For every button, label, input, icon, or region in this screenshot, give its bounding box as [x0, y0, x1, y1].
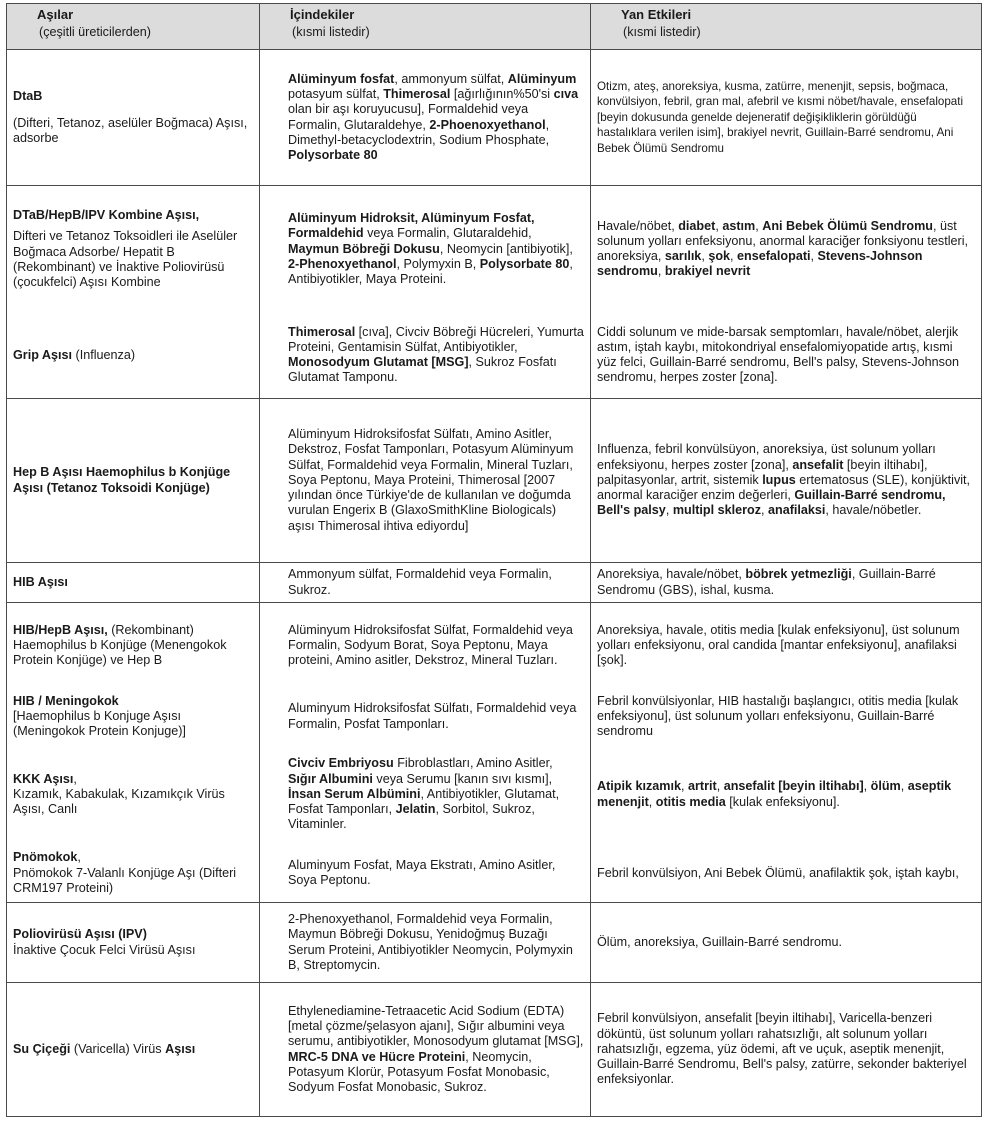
vaccine-name-cell: DTaB/HepB/IPV Kombine Aşısı, Difteri ve Tetanoz Toksoidleri ile Aselüler Boğmaca Adsorbe/ Hepatit B (Rekombinant) ve İnaktive Poliovirüsü (çocukfelci) Aşısı Kombine — [7, 186, 260, 313]
text-run: veya Serumu [kanın sıvı kısmı], — [372, 771, 553, 786]
text-run: diabet — [678, 218, 716, 233]
text-run: , Sorbitol, Sukroz, Vitaminler. — [288, 802, 535, 832]
text-run: , ammonyum sülfat, — [394, 71, 508, 86]
vaccine-name-cell: HIB / Meningokok [Haemophilus b Konjuge Aşısı (Meningokok Protein Konjuge)] — [7, 689, 260, 745]
text-run: (Varicella) Virüs — [70, 1041, 166, 1056]
text-run: Civciv Embriyosu — [288, 756, 394, 771]
text-run: , — [715, 218, 723, 233]
text-run: potasyum sülfat, — [288, 87, 384, 102]
text-run: [beyin iltihabı], palpitasyonlar, artrit, sistemik — [597, 457, 928, 487]
table-row — [7, 903, 982, 983]
vaccine-table — [6, 3, 982, 1117]
text-run: brakiyel nevrit — [664, 264, 751, 279]
text-run: [ağırlığının%50'si — [450, 87, 554, 102]
table-row — [7, 983, 982, 1117]
text-run: , — [730, 249, 738, 264]
vaccine-name-cell: Poliovirüsü Aşısı (IPV) İnaktive Çocuk Felci Virüsü Aşısı — [7, 903, 260, 983]
table-row — [7, 50, 982, 186]
text-run: Maymun Böbreği Dokusu — [288, 241, 440, 256]
text-run: ertematosus (SLE), konjüktivit, anormal karaciğer enzim değerleri, — [597, 472, 971, 503]
header-ingredients: İçindekiler (kısmi listedir) — [260, 4, 591, 50]
text-run: Monosodyum Glutamat [MSG] — [288, 355, 469, 370]
text-run: [kulak enfeksiyonu]. — [725, 794, 840, 809]
side-effects-cell — [591, 563, 982, 603]
text-run: , Neomycin [antibiyotik], — [439, 241, 573, 256]
text-run: sarılık — [664, 249, 702, 264]
side-effects-cell — [591, 186, 982, 313]
text-run: , Antibiyotikler, Glutamat, Fosfat Tamponları, — [288, 786, 560, 817]
text-run: Influenza, febril konvülsüyon, anoreksiya, üst solunum yolları enfeksiyonu, herpes zoster [zona], — [597, 442, 936, 472]
text-run: veya Formalin, Glutaraldehid, — [363, 226, 532, 241]
vaccine-name-cell: HIB/HepB Aşısı, (Rekombinant) Haemophilus b Konjüge (Menengokok Protein Konjüge) ve Hep B — [7, 603, 260, 689]
vaccine-name-cell: Pnömokok, Pnömokok 7-Valanlı Konjüge Aşı (Difteri CRM197 Proteini) — [7, 845, 260, 903]
text-run: , Sukroz Fosfatı Glutamat Tamponu. — [288, 355, 557, 385]
text-run: , üst solunum yolları enfeksiyonu, anormal karaciğer fonksiyonu testleri, anoreksiya, — [597, 218, 968, 264]
text-run: , Polymyxin B, — [396, 256, 480, 271]
vaccine-name-cell: Grip Aşısı (Influenza) — [7, 313, 260, 399]
ingredients-cell: 2-Phenoxyethanol, Formaldehid veya Formalin, Maymun Böbreği Dokusu, Yenidoğmuş Buzağı Serum Proteini, Antibiyotikler Neomycin, Polymyxin B, Streptomycin. — [260, 903, 591, 983]
side-effects-cell: Ciddi solunum ve mide-barsak semptomları, havale/nöbet, alerjik astım, iştah kaybı, mitokondriyal ensefalomiyopatide artış, kısmi yüz felci, Guillain-Barré sendromu, Bell's palsy, Stevens-Johnson sendromu, herpes zoster [zona]. — [591, 313, 982, 399]
vaccine-name-cell: Hep B Aşısı Haemophilus b Konjüge Aşısı (Tetanoz Toksoidi Konjüge) — [7, 399, 260, 563]
text-run: cıva — [553, 87, 579, 102]
text-run: lupus — [762, 472, 796, 487]
table-row — [7, 313, 982, 399]
text-run: böbrek yetmezliği — [745, 567, 852, 582]
text-run: ansefalit [beyin iltihabı] — [723, 779, 864, 794]
vaccine-table-wrapper — [6, 3, 971, 1117]
table-row — [7, 845, 982, 903]
ingredients-cell — [260, 50, 591, 186]
side-effects-cell: Otizm, ateş, anoreksiya, kusma, zatürre, menenjit, sepsis, boğmaca, konvülsiyon, febril, gran mal, afebril ve kısmi nöbet/havale, ensefalopati [beyin dokusunda genelde dejeneratif değişikliklerin görüldüğü hastalıklara verilen isim], brakiyel nevrit, Guillain-Barré sendromu, Ani Bebek Ölümü Sendromu — [591, 50, 982, 186]
text-run: Thimerosal — [383, 87, 451, 102]
side-effects-cell: Febril konvülsiyon, ansefalit [beyin iltihabı], Varicella-benzeri döküntü, üst solunum yolları rahatsızlığı, alt solunum yolları rahatsızlığı, egzema, yüz ödemi, aft ve uçuk, aseptik menenjit, Guillain-Barré Sendromu, Bell's palsy, zatürre, sekonder bakteriyel enfeksiyonlar. — [591, 983, 982, 1117]
side-effects-cell: Anoreksiya, havale, otitis media [kulak enfeksiyonu], üst solunum yolları enfeksiyonu, oral candida [mantar enfeksiyonu], anafilaksi [şok]. — [591, 603, 982, 689]
table-row — [7, 689, 982, 745]
vaccine-name-cell — [7, 983, 260, 1117]
text-run: Alüminyum — [507, 71, 577, 86]
side-effects-cell — [591, 745, 982, 845]
text-run: Su Çiçeği — [13, 1041, 71, 1056]
text-run: , Dimethyl-betacyclodextrin, Sodium Phosphate, — [288, 117, 550, 147]
text-run: Alüminyum fosfat — [288, 71, 395, 86]
ingredients-cell: Alüminyum Hidroksifosfat Sülfat, Formaldehid veya Formalin, Sodyum Borat, Soya Peptonu, Maya proteini, Amino asitler, Dekstroz, Mineral Tuzları. — [260, 603, 591, 689]
text-run: MRC-5 DNA ve Hücre Proteini — [288, 1049, 466, 1064]
text-run: , — [900, 779, 908, 794]
text-run: astım — [722, 218, 756, 233]
text-run: , Antibiyotikler, Maya Proteini. — [288, 256, 573, 287]
side-effects-cell: Febril konvülsiyonlar, HIB hastalığı başlangıcı, otitis media [kulak enfeksiyonu], üst solunum yolları enfeksiyonu, Guillain-Barré sendromu — [591, 689, 982, 745]
text-run: , — [648, 794, 656, 809]
header-row — [7, 4, 982, 50]
text-run: [cıva], Civciv Böbreği Hücreleri, Yumurta Proteini, Gentamisin Sülfat, Antibiyotikler, — [288, 324, 584, 355]
ingredients-cell: Aluminyum Hidroksifosfat Sülfatı, Formaldehid veya Formalin, Posfat Tamponları. — [260, 689, 591, 745]
text-run: Polysorbate 80 — [479, 256, 570, 271]
header-vaccines: Aşılar (çeşitli üreticilerden) — [7, 4, 260, 50]
text-run: , — [657, 264, 665, 279]
text-run: otitis media — [655, 794, 726, 809]
text-run: ansefalit — [792, 457, 844, 472]
text-run: Alüminyum Hidroksit, Alüminyum Fosfat, Formaldehid — [288, 211, 535, 241]
table-row — [7, 563, 982, 603]
table-row — [7, 603, 982, 689]
text-run: , havale/nöbetler. — [825, 503, 922, 518]
text-run: olan bir aşı koruyucusu], Formaldehid veya Formalin, Glutaraldehye, — [288, 102, 529, 132]
table-row — [7, 399, 982, 563]
text-run: Guillain-Barré sendromu, Bell's palsy — [597, 488, 946, 518]
text-run: Ethylenediamine-Tetraacetic Acid Sodium (EDTA) [metal çözme/şelasyon ajanı], Sığır albumini veya serumu, antibiyotikler, Monosodyum glutamat [MSG], — [288, 1003, 584, 1049]
ingredients-cell: Ammonyum sülfat, Formaldehid veya Formalin, Sukroz. — [260, 563, 591, 603]
vaccine-name-cell: KKK Aşısı, Kızamık, Kabakulak, Kızamıkçık Virüs Aşısı, Canlı — [7, 745, 260, 845]
text-run: , Neomycin, Potasyum Klorür, Potasyum Fosfat Monobasic, Sodyum Fosfat Monobasic, Sukroz. — [288, 1049, 550, 1094]
vaccine-name-cell: DtaB (Difteri, Tetanoz, aselüler Boğmaca) Aşısı, adsorbe — [7, 50, 260, 186]
text-run: şok — [708, 249, 731, 264]
text-run: , — [810, 249, 818, 264]
text-run: anafilaksi — [768, 503, 826, 518]
text-run: Fibroblastları, Amino Asitler, — [393, 756, 553, 771]
text-run: multipl skleroz — [672, 503, 761, 518]
ingredients-cell — [260, 186, 591, 313]
text-run: Polysorbate 80 — [288, 147, 378, 162]
text-run: ölüm — [870, 779, 901, 794]
side-effects-cell: Ölüm, anoreksiya, Guillain-Barré sendromu. — [591, 903, 982, 983]
text-run: , — [665, 503, 673, 518]
text-run: Havale/nöbet, — [597, 218, 679, 233]
text-run: , — [701, 249, 709, 264]
text-run: , — [755, 218, 763, 233]
text-run: Jelatin — [395, 802, 436, 817]
ingredients-cell — [260, 745, 591, 845]
table-row — [7, 745, 982, 845]
text-run: Sığır Albumini — [288, 771, 373, 786]
text-run: , Guillain-Barré Sendromu (GBS), ishal, kusma. — [597, 567, 936, 597]
ingredients-cell — [260, 313, 591, 399]
table-row — [7, 186, 982, 313]
vaccine-name-cell: HIB Aşısı — [7, 563, 260, 603]
text-run: Thimerosal — [288, 324, 356, 339]
ingredients-cell: Alüminyum Hidroksifosfat Sülfatı, Amino Asitler, Dekstroz, Fosfat Tamponları, Potasyum Alüminyum Sülfat, Formaldehid veya Formalin, Mineral Tuzları, Soya Peptonu, Maya Proteini, Thimerosal [2007 yılından önce Türkiye'de de kullanılan ve doğumda vurulan Engerix B (GlaxoSmithKline Biologicals) aşısı Thimerosal ihtiva ediyordu] — [260, 399, 591, 563]
text-run: , — [863, 779, 871, 794]
side-effects-cell — [591, 399, 982, 563]
text-run: Ani Bebek Ölümü Sendromu — [762, 218, 933, 233]
text-run: Aşısı — [165, 1041, 196, 1056]
ingredients-cell: Aluminyum Fosfat, Maya Ekstratı, Amino Asitler, Soya Peptonu. — [260, 845, 591, 903]
text-run: 2-Phenoxyethanol — [288, 256, 397, 271]
text-run: ensefalopati — [737, 249, 811, 264]
text-run: 2-Phoenoxyethanol — [429, 117, 546, 132]
text-run: aseptik menenjit — [597, 779, 952, 809]
ingredients-cell — [260, 983, 591, 1117]
text-run: artrit — [688, 779, 717, 794]
text-run: Stevens-Johnson sendromu — [597, 249, 923, 279]
text-run: Atipik kızamık — [597, 779, 681, 794]
text-run: , — [716, 779, 724, 794]
text-run: , — [761, 503, 768, 518]
text-run: İnsan Serum Albümini — [288, 786, 421, 801]
header-side-effects: Yan Etkileri (kısmi listedir) — [591, 4, 982, 50]
text-run: , — [681, 779, 688, 794]
side-effects-cell: Febril konvülsiyon, Ani Bebek Ölümü, anafilaktik şok, iştah kaybı, — [591, 845, 982, 903]
text-run: Anoreksiya, havale/nöbet, — [597, 567, 746, 582]
